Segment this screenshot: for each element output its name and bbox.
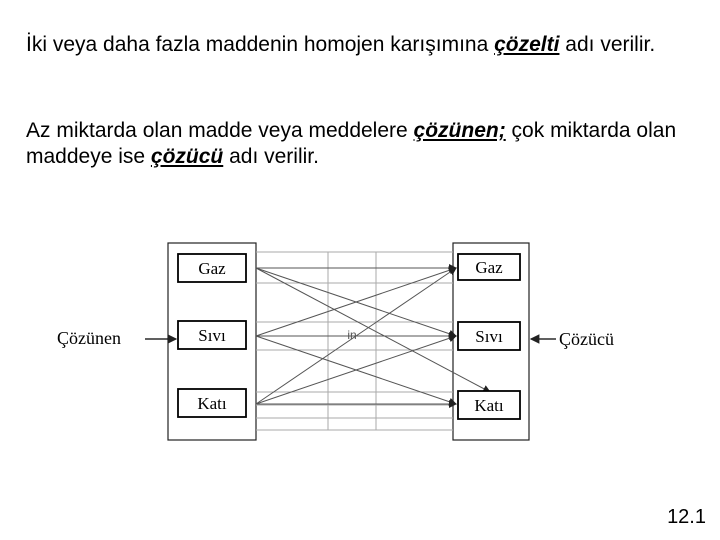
term-cozunen: çözünen;	[413, 119, 506, 142]
solute-solid-label: Katı	[197, 394, 227, 413]
solvent-solid-label: Katı	[474, 396, 504, 415]
solvent-label: Çözücü	[559, 329, 614, 349]
term-cozelti: çözelti	[494, 33, 560, 56]
term-cozucu: çözücü	[150, 145, 224, 168]
solute-liquid-label: Sıvı	[198, 326, 226, 345]
definition-solute-solvent: Az miktarda olan madde veya meddelere çözünen; çok miktarda olan maddeye ise çözücü adı verilir.	[26, 119, 677, 168]
definition-solution: İki veya daha fazla maddenin homojen karışımına çözelti adı verilir.	[26, 33, 656, 56]
solute-label: Çözünen	[57, 328, 121, 348]
page-number: 12.1	[667, 506, 706, 528]
connection-arrows	[256, 268, 490, 404]
solvent-gas-label: Gaz	[475, 258, 503, 277]
solute-gas-label: Gaz	[198, 259, 226, 278]
center-mark: in	[347, 328, 357, 342]
solvent-liquid-label: Sıvı	[475, 327, 503, 346]
